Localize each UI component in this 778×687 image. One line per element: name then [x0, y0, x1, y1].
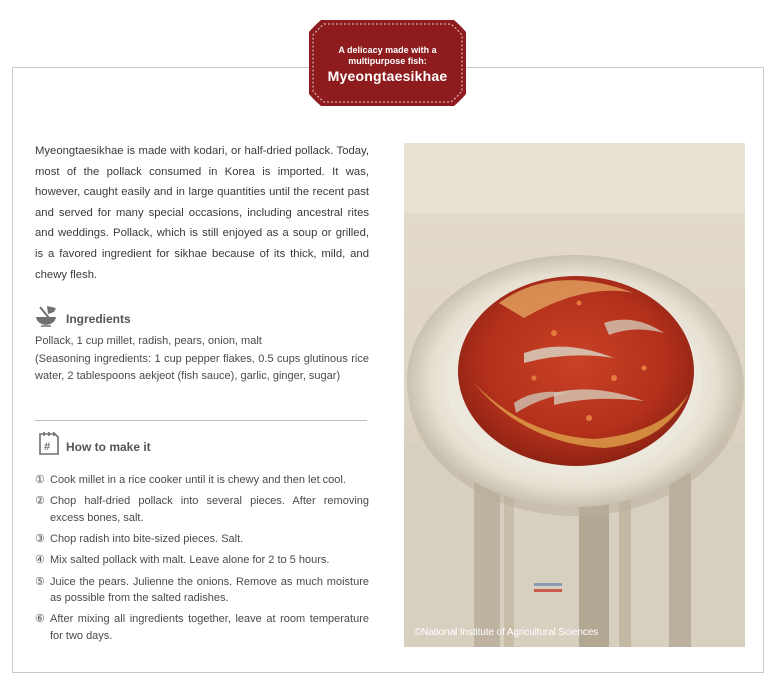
intro-paragraph: Myeongtaesikhae is made with kodari, or half-dried pollack. Today, most of the pollack consumed in Korea is imported. It was, however, caught easily and in large quantities until the recent past and served for many special occasions, including ancestral rites and weddings. Pollack, which is still enjoyed as a soup or grilled, is a favored ingredient for sikhae because of its thick, mild, and chewy flesh.	[35, 145, 369, 281]
step-text: Chop half-dried pollack into several pieces. After removing excess bones, salt.	[50, 495, 369, 524]
step-number: ⑥	[35, 613, 45, 626]
step-item	[35, 472, 369, 489]
step-item	[35, 552, 369, 569]
badge-subtitle-line1: A delicacy made with a	[338, 45, 437, 55]
step-text: Cook millet in a rice cooker until it is chewy and then let cool.	[50, 474, 346, 486]
step-text: After mixing all ingredients together, leave at room temperature for two days.	[50, 613, 369, 642]
badge-title: Myeongtaesikhae	[327, 68, 448, 84]
svg-text:#: #	[44, 441, 51, 453]
step-text: Juice the pears. Julienne the onions. Remove as much moisture as possible from the salted radishes.	[50, 575, 369, 605]
ingredients-main: Pollack, 1 cup millet, radish, pears, onion, malt	[35, 335, 262, 347]
step-text: Chop radish into bite-sized pieces. Salt.	[50, 533, 244, 546]
dish-illustration	[404, 143, 745, 647]
step-item	[35, 574, 369, 607]
ingredients-title: Ingredients	[66, 311, 131, 326]
ingredients-seasoning: (Seasoning ingredients: 1 cup pepper flakes, 0.5 cups glutinous rice water, 2 tablespoons aekjeot (fish sauce), garlic, ginger, sugar)	[35, 352, 369, 383]
step-text: Mix salted pollack with malt. Leave alone for 2 to 5 hours.	[50, 554, 330, 567]
badge-subtitle-line2: multipurpose fish:	[348, 56, 427, 66]
how-to-heading	[37, 431, 151, 462]
recipe-note-icon	[37, 431, 60, 462]
badge-subtitle	[307, 45, 468, 67]
step-item	[35, 611, 369, 644]
step-number: ②	[35, 495, 45, 508]
section-divider	[35, 420, 367, 421]
dish-photo	[404, 143, 745, 647]
step-number: ⑤	[35, 575, 45, 588]
title-badge	[307, 18, 468, 108]
ingredients-heading	[34, 305, 131, 332]
step-item	[35, 493, 369, 526]
step-number: ④	[35, 554, 45, 567]
steps-list	[35, 472, 369, 649]
step-number: ①	[35, 474, 45, 486]
mixing-bowl-whisk-icon	[34, 305, 58, 332]
ingredients-list	[35, 333, 369, 386]
how-to-title: How to make it	[66, 439, 151, 454]
photo-credit: ©National Institute of Agricultural Sciences	[414, 627, 599, 638]
step-number: ③	[35, 533, 45, 546]
step-item	[35, 531, 369, 548]
